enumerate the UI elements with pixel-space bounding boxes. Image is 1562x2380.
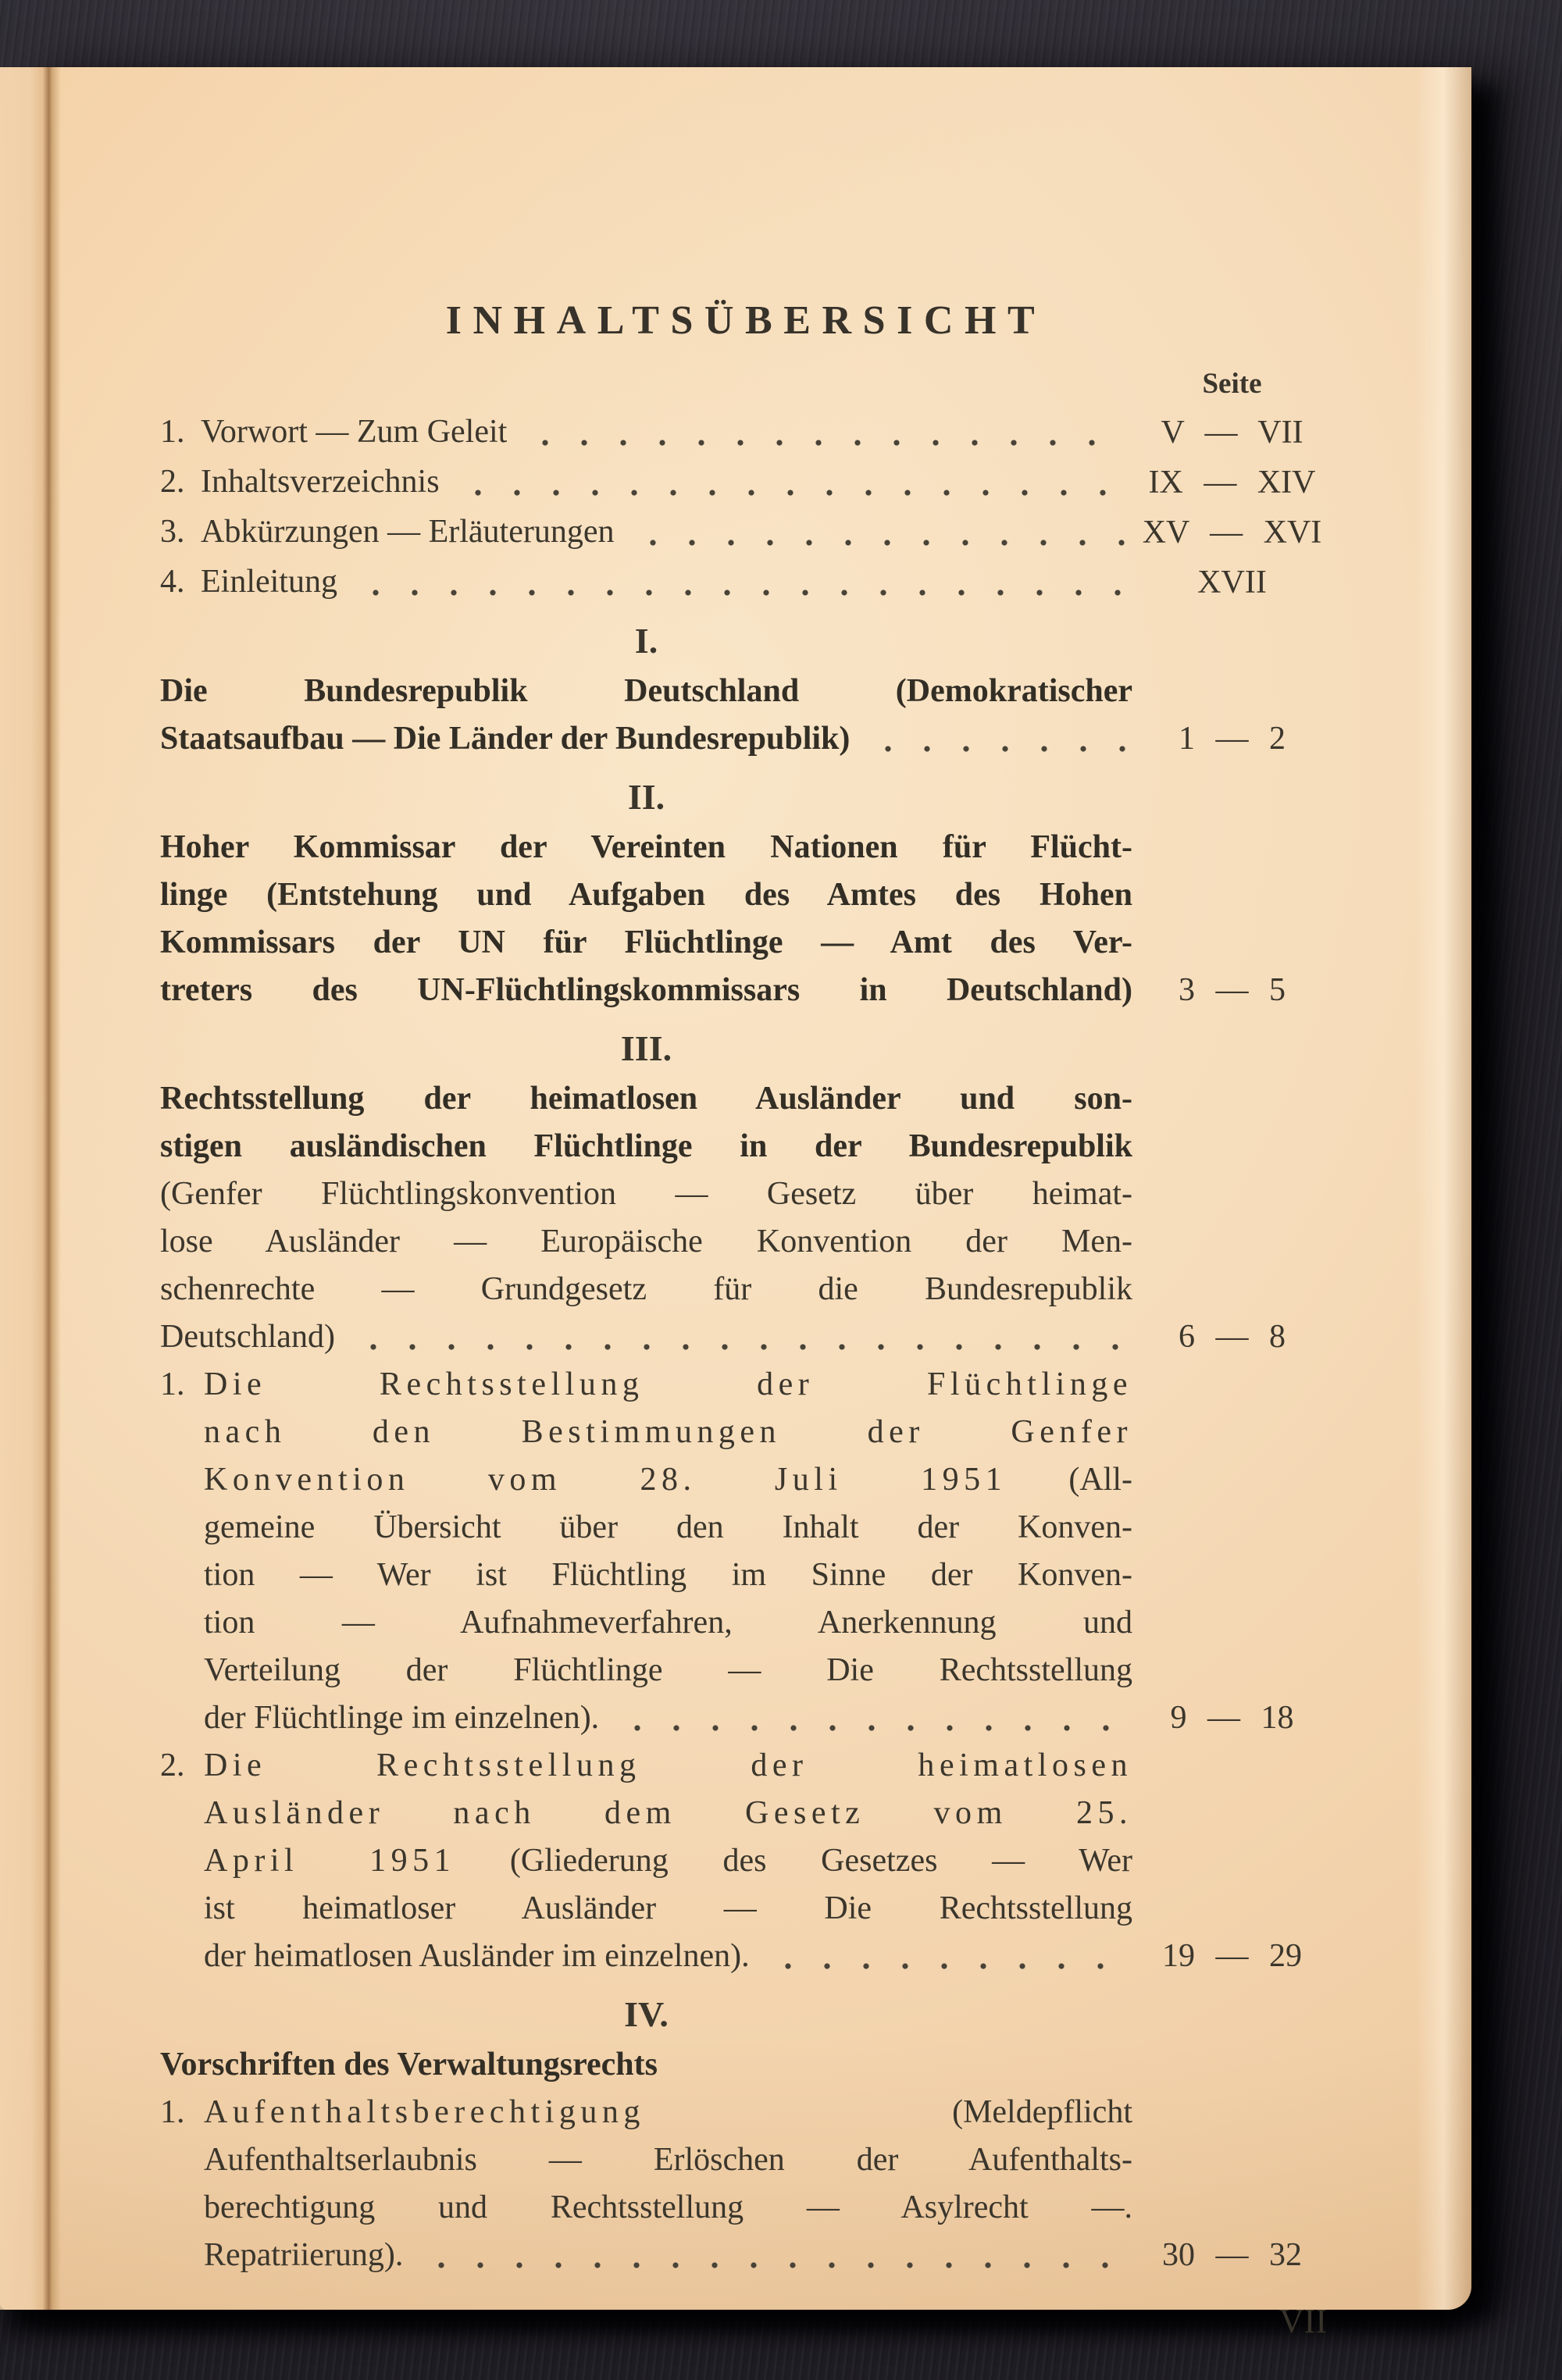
toc-entry-vorwort: [160, 407, 1332, 457]
toc-entry-section-2: [160, 824, 1332, 1014]
entry-line: Ausländer nach dem Gesetz vom 25.: [204, 1795, 1132, 1831]
entry-line: [160, 715, 1132, 763]
page-range: 3 — 5: [1179, 972, 1286, 1008]
entry-line-text: Die Rechtsstellung der Flüchtlinge: [204, 1366, 1132, 1402]
dot-leader: [356, 586, 1126, 599]
entry-line: stigen ausländischen Flüchtlinge in der Bundesrepublik: [160, 1128, 1132, 1164]
entry-line-text: der Flüchtlinge im einzelnen).: [204, 1700, 600, 1736]
entry-number: 2.: [160, 464, 185, 500]
entry-line-text: (Gliederung des Gesetzes — Wer: [455, 1843, 1132, 1879]
entry-line-text: Konvention vom 28. Juli 1951: [204, 1462, 1007, 1498]
entry-line: [160, 557, 1132, 607]
entry-number: 1.: [160, 414, 185, 450]
dot-leader: [526, 436, 1126, 449]
entry-line-text: der heimatlosen Ausländer im einzelnen).: [204, 1938, 750, 1974]
entry-line: treters des UN-Flüchtlingskommissars in Deutschland): [160, 972, 1132, 1008]
toc-entry-section-3-item-1: [160, 1361, 1332, 1742]
entry-number: 3.: [160, 514, 185, 550]
entry-line: Rechtsstellung der heimatlosen Ausländer und son-: [160, 1081, 1132, 1117]
entry-line-text: Repatriierung).: [204, 2237, 404, 2273]
dot-leader: [868, 743, 1126, 755]
entry-line: [204, 1933, 1132, 1980]
entry-line: berechtigung und Rechtsstellung — Asylrecht —.: [204, 2189, 1132, 2225]
entry-text: [160, 1742, 1132, 1980]
entry-line: tion — Wer ist Flüchtling im Sinne der Konven-: [204, 1557, 1132, 1593]
dot-leader: [618, 1722, 1126, 1734]
book-page: [0, 67, 1471, 2340]
toc-entry-section-3-head: [160, 1075, 1332, 1361]
toc-entry-einleitung: [160, 557, 1332, 607]
entry-line: Kommissars der UN für Flüchtlinge — Amt des Ver-: [160, 925, 1132, 960]
entry-line: [204, 1694, 1132, 1742]
dot-leader: [354, 1341, 1126, 1353]
section-numeral-4: IV.: [624, 1994, 669, 2034]
entry-text: [160, 1075, 1132, 1361]
entry-line: [204, 1837, 1132, 1885]
entry-label: Inhaltsverzeichnis: [201, 464, 440, 500]
entry-text: [160, 1361, 1132, 1742]
entry-line: [160, 2089, 1132, 2136]
toc-entry-section-3-item-2: [160, 1742, 1332, 1980]
dot-leader: [769, 1960, 1126, 1972]
entry-line-text: Staatsaufbau — Die Länder der Bundesrepublik): [160, 721, 851, 757]
dot-leader: [633, 536, 1127, 549]
entry-line-text: Die Rechtsstellung der heimatlosen: [204, 1748, 1132, 1783]
section-numeral-1: I.: [634, 621, 658, 661]
entry-line: [160, 407, 1132, 457]
entry-text: [160, 824, 1132, 1014]
toc-entry-section-4-item-1: [160, 2089, 1332, 2279]
item-number: 1.: [160, 1366, 185, 1402]
entry-line: [160, 1361, 1132, 1409]
entry-line-text: Deutschland): [160, 1319, 335, 1355]
entry-line: tion — Aufnahmeverfahren, Anerkennung und: [204, 1605, 1132, 1641]
page-range: IX — XIV: [1148, 465, 1316, 501]
toc-content: [160, 298, 1332, 2341]
entry-line: Verteilung der Flüchtlinge — Die Rechtsstellung: [204, 1652, 1132, 1688]
entry-text: [160, 668, 1132, 763]
page-range: XVII: [1197, 565, 1267, 600]
entry-line: gemeine Übersicht über den Inhalt der Konven-: [204, 1509, 1132, 1545]
entry-line: Hoher Kommissar der Vereinten Nationen für Flücht-: [160, 829, 1132, 865]
entry-line: linge (Entstehung und Aufgaben des Amtes des Hohen: [160, 877, 1132, 913]
page-range: 6 — 8: [1179, 1319, 1286, 1355]
entry-line: nach den Bestimmungen der Genfer: [204, 1414, 1132, 1450]
seite-header-row: [160, 367, 1332, 401]
page-range: 1 — 2: [1179, 721, 1286, 757]
entry-line: Aufenthaltserlaubnis — Erlöschen der Aufenthalts-: [204, 2142, 1132, 2178]
entry-line-text: (Meldepflicht: [644, 2094, 1132, 2130]
entry-line-text: April 1951: [204, 1843, 456, 1879]
item-number: 2.: [160, 1748, 185, 1783]
page-range: 9 — 18: [1170, 1700, 1294, 1736]
page-range: 30 — 32: [1162, 2237, 1302, 2273]
dot-leader: [422, 2259, 1126, 2271]
section-numeral-2: II.: [627, 777, 665, 817]
page-edge-crease: [0, 67, 61, 2310]
section-numeral-3: III.: [620, 1028, 672, 1068]
entry-line: ist heimatloser Ausländer — Die Rechtsstellung: [204, 1890, 1132, 1926]
entry-line: [160, 1742, 1132, 1790]
entry-label: Einleitung: [201, 564, 337, 600]
page-folio: VII: [1278, 2302, 1327, 2340]
entry-line: [160, 1313, 1132, 1361]
entry-line-text: (All-: [1007, 1462, 1132, 1498]
entry-line: (Genfer Flüchtlingskonvention — Gesetz über heimat-: [160, 1176, 1132, 1212]
page-range: 19 — 29: [1162, 1938, 1302, 1974]
seite-column-header: Seite: [1202, 368, 1262, 400]
entry-text: [160, 2089, 1132, 2279]
page-range: V — VII: [1161, 415, 1303, 451]
entry-label: Vorwort — Zum Geleit: [201, 414, 508, 450]
entry-line-text: Aufenthaltsberechtigung: [204, 2094, 645, 2130]
toc-title: INHALTSÜBERSICHT: [445, 298, 1047, 343]
entry-label: Abkürzungen — Erläuterungen: [201, 514, 615, 550]
folio-row: [160, 2301, 1332, 2341]
entry-line: [160, 507, 1132, 557]
entry-number: 4.: [160, 564, 185, 600]
entry-line: Die Bundesrepublik Deutschland (Demokratischer: [160, 673, 1132, 709]
entry-line: [160, 457, 1132, 507]
toc-entry-section-1: [160, 668, 1332, 763]
entry-line: [204, 2232, 1132, 2279]
entry-line: lose Ausländer — Europäische Konvention der Men-: [160, 1224, 1132, 1259]
dot-leader: [458, 486, 1126, 499]
section-4-heading: Vorschriften des Verwaltungsrechts: [160, 2047, 658, 2082]
toc-entry-abkuerzungen: [160, 507, 1332, 557]
entry-line: [204, 1456, 1132, 1504]
page-range: XV — XVI: [1142, 515, 1322, 550]
item-number: 1.: [160, 2094, 185, 2130]
toc-entry-inhaltsverzeichnis: [160, 457, 1332, 507]
entry-line: schenrechte — Grundgesetz für die Bundesrepublik: [160, 1271, 1132, 1307]
